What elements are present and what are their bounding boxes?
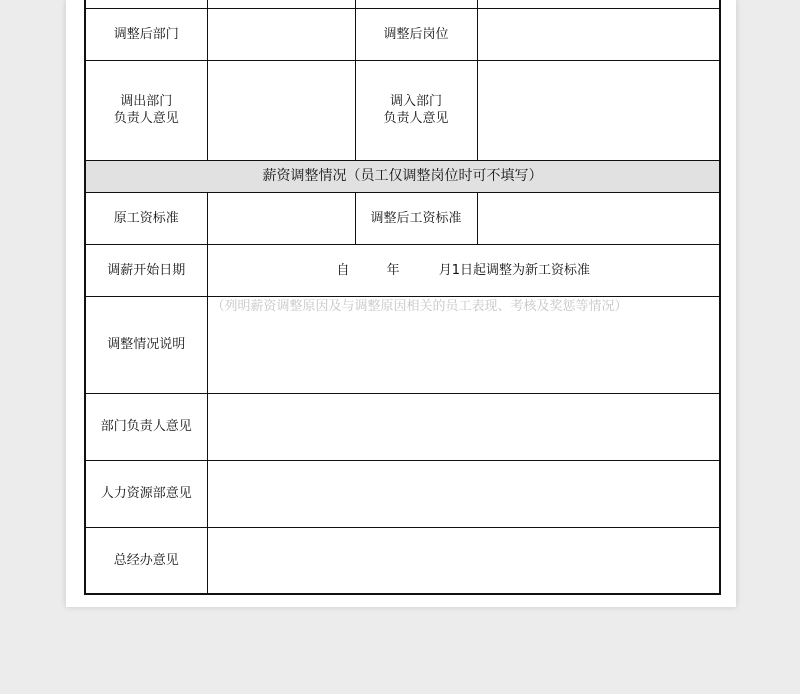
table-row-salary-standards	[85, 192, 720, 244]
adjusted-dept-field[interactable]	[207, 8, 355, 60]
dept-head-opinion-label: 部门负责人意见	[85, 393, 207, 460]
in-dept-opinion-field[interactable]	[477, 60, 720, 160]
date-from-text: 自	[336, 262, 350, 278]
salary-section-title: 薪资调整情况（员工仅调整岗位时可不填写）	[85, 160, 720, 192]
adjust-explanation-field[interactable]	[207, 296, 720, 393]
original-salary-label: 原工资标准	[85, 192, 207, 244]
table-row-dept-head-opinion	[85, 393, 720, 460]
table-row-gm-opinion	[85, 527, 720, 594]
original-salary-field[interactable]	[207, 192, 355, 244]
gm-opinion-label: 总经办意见	[85, 527, 207, 594]
adjusted-dept-label: 调整后部门	[85, 8, 207, 60]
table-row-salary-section	[85, 160, 720, 192]
table-row-hr-opinion	[85, 460, 720, 527]
dept-head-opinion-field[interactable]	[207, 393, 720, 460]
hr-opinion-label: 人力资源部意见	[85, 460, 207, 527]
table-row-salary-start-date	[85, 244, 720, 296]
hr-opinion-field[interactable]	[207, 460, 720, 527]
adjust-explanation-label: 调整情况说明	[85, 296, 207, 393]
table-row-top-partial	[85, 0, 720, 8]
date-year-text: 年	[386, 262, 400, 278]
out-dept-opinion-field[interactable]	[207, 60, 355, 160]
table-row-adjust-explanation	[85, 296, 720, 393]
salary-start-date-field[interactable]	[207, 244, 720, 296]
table-row-adjusted-dept	[85, 8, 720, 60]
date-rest-text: 月1日起调整为新工资标准	[438, 262, 591, 278]
adjust-explanation-hint: （列明薪资调整原因及与调整原因相关的员工表现、考核及奖惩等情况）	[211, 298, 628, 314]
adjusted-salary-label: 调整后工资标准	[355, 192, 477, 244]
adjusted-position-field[interactable]	[477, 8, 720, 60]
table-row-dept-opinions	[85, 60, 720, 160]
gm-opinion-field[interactable]	[207, 527, 720, 594]
salary-adjustment-form	[84, 0, 721, 595]
salary-start-date-label: 调薪开始日期	[85, 244, 207, 296]
in-dept-opinion-label: 调入部门 负责人意见	[355, 60, 477, 160]
adjusted-position-label: 调整后岗位	[355, 8, 477, 60]
out-dept-opinion-label: 调出部门 负责人意见	[85, 60, 207, 160]
adjusted-salary-field[interactable]	[477, 192, 720, 244]
